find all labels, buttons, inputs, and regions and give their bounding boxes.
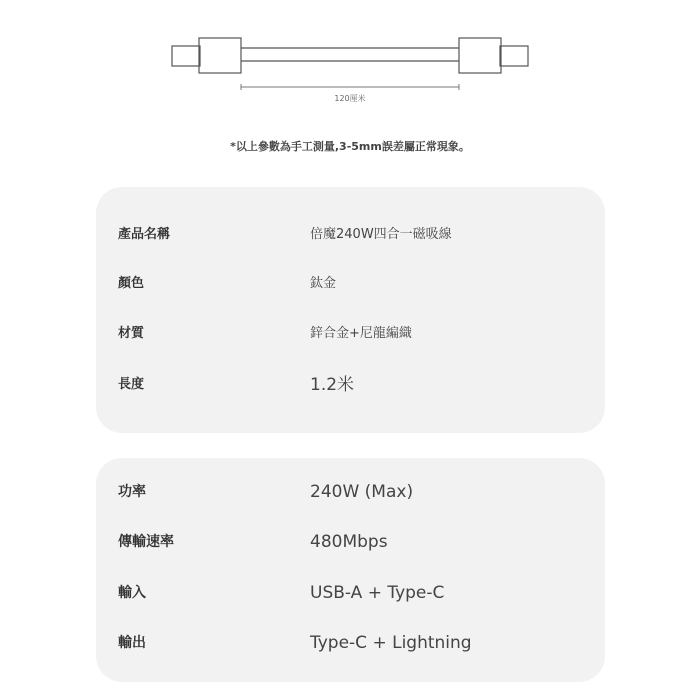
spec-row-transfer-rate bbox=[96, 527, 605, 557]
spec-key: 傳輸速率 bbox=[118, 534, 174, 550]
length-label: 120厘米 bbox=[334, 94, 366, 103]
spec-key: 長度 bbox=[118, 377, 145, 392]
spec-row-output bbox=[96, 628, 605, 658]
spec-key: 輸入 bbox=[118, 585, 146, 601]
spec-row-product-name bbox=[96, 220, 605, 250]
spec-value: USB-A + Type-C bbox=[310, 583, 445, 603]
spec-card-electrical bbox=[96, 458, 605, 682]
right-connector-body bbox=[459, 38, 501, 73]
spec-row-color bbox=[96, 269, 605, 299]
left-connector-body bbox=[199, 38, 241, 73]
spec-value: 鋅合金+尼龍編織 bbox=[310, 326, 412, 341]
spec-key: 功率 bbox=[118, 484, 146, 500]
spec-value: 480Mbps bbox=[310, 532, 388, 552]
spec-key: 產品名稱 bbox=[118, 227, 171, 242]
spec-value: 鈦金 bbox=[310, 276, 337, 291]
measurement-note: *以上參數為手工測量,3-5mm誤差屬正常現象。 bbox=[230, 140, 470, 153]
spec-row-material bbox=[96, 319, 605, 349]
spec-row-input bbox=[96, 578, 605, 608]
right-connector-tip bbox=[500, 46, 528, 66]
spec-card-basic bbox=[96, 187, 605, 433]
spec-value: 倍魔240W四合一磁吸線 bbox=[310, 227, 452, 242]
spec-row-power bbox=[96, 477, 605, 507]
spec-key: 顏色 bbox=[118, 276, 145, 291]
spec-row-length bbox=[96, 370, 605, 400]
spec-value: 1.2米 bbox=[310, 375, 355, 395]
spec-value: 240W (Max) bbox=[310, 482, 414, 502]
spec-key: 材質 bbox=[118, 326, 145, 341]
spec-key: 輸出 bbox=[118, 635, 146, 651]
left-connector-tip bbox=[172, 46, 200, 66]
spec-value: Type-C + Lightning bbox=[310, 633, 472, 653]
